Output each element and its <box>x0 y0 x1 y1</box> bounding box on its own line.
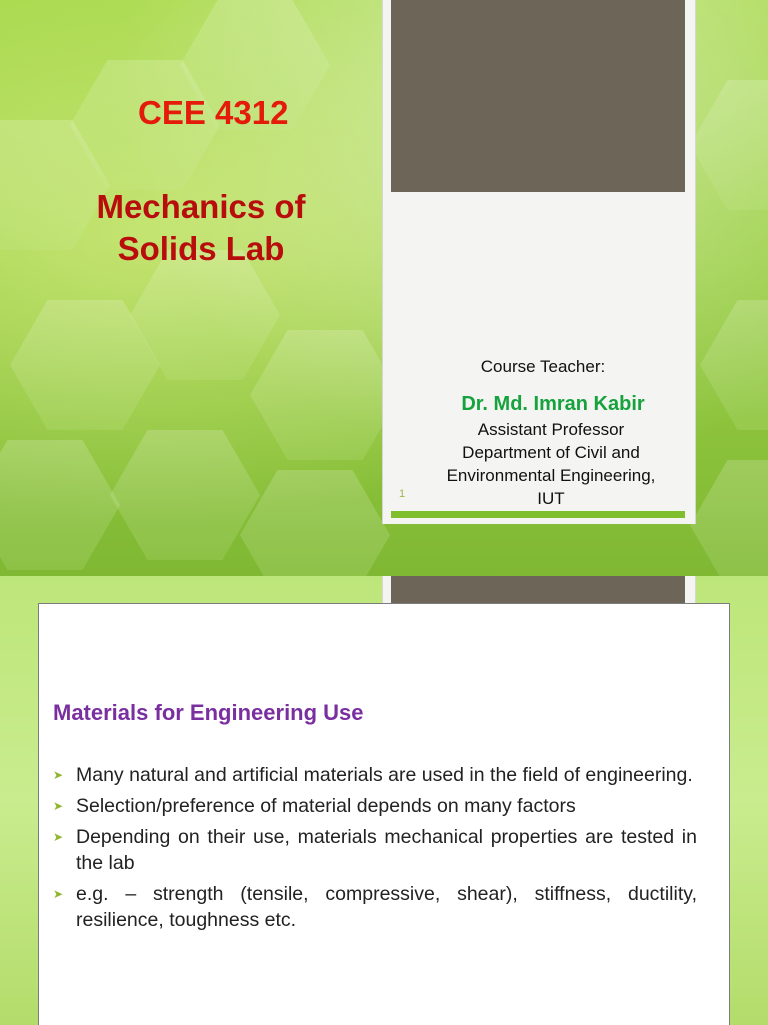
list-item-text: Depending on their use, materials mechanical properties are tested in the lab <box>76 826 697 874</box>
list-item <box>53 881 697 933</box>
arrowhead-bullet-icon: ➤ <box>53 887 64 901</box>
teacher-institution: IUT <box>537 489 565 508</box>
hexagon-decoration <box>250 330 400 460</box>
list-item <box>53 824 697 876</box>
hexagon-decoration <box>0 440 120 570</box>
list-item <box>53 793 697 819</box>
list-item <box>53 762 697 788</box>
list-item-text: Selection/preference of material depends on many factors <box>76 795 576 817</box>
slide-3-content <box>38 603 730 1025</box>
course-title-line: Mechanics of <box>96 188 306 225</box>
teacher-label: Course Teacher: <box>480 357 606 376</box>
course-title-line: Solids Lab <box>117 230 285 267</box>
teacher-details <box>383 418 719 510</box>
arrowhead-bullet-icon: ➤ <box>53 799 64 813</box>
list-item-text: e.g. – strength (tensile, compressive, shear), stiffness, ductility, resilience, toughness etc. <box>76 883 697 931</box>
teacher-name: Dr. Md. Imran Kabir <box>461 393 645 415</box>
slide-heading: Materials for Engineering Use <box>53 700 364 725</box>
accent-bar <box>391 511 685 518</box>
panel-image-block <box>391 0 685 192</box>
course-title <box>60 186 342 270</box>
bullet-list <box>53 762 697 938</box>
list-item-text: Many natural and artificial materials are used in the field of engineering. <box>76 764 693 786</box>
arrowhead-bullet-icon: ➤ <box>53 768 64 782</box>
slide-number: 1 <box>399 488 406 500</box>
hexagon-decoration <box>690 80 768 210</box>
course-code: CEE 4312 <box>138 94 289 131</box>
teacher-department: Department of Civil and <box>462 443 640 462</box>
hexagon-decoration <box>240 470 390 576</box>
arrowhead-bullet-icon: ➤ <box>53 830 64 844</box>
title-side-panel <box>382 0 696 524</box>
teacher-department: Environmental Engineering, <box>446 466 656 485</box>
teacher-position: Assistant Professor <box>477 420 625 439</box>
hexagon-decoration <box>110 430 260 560</box>
